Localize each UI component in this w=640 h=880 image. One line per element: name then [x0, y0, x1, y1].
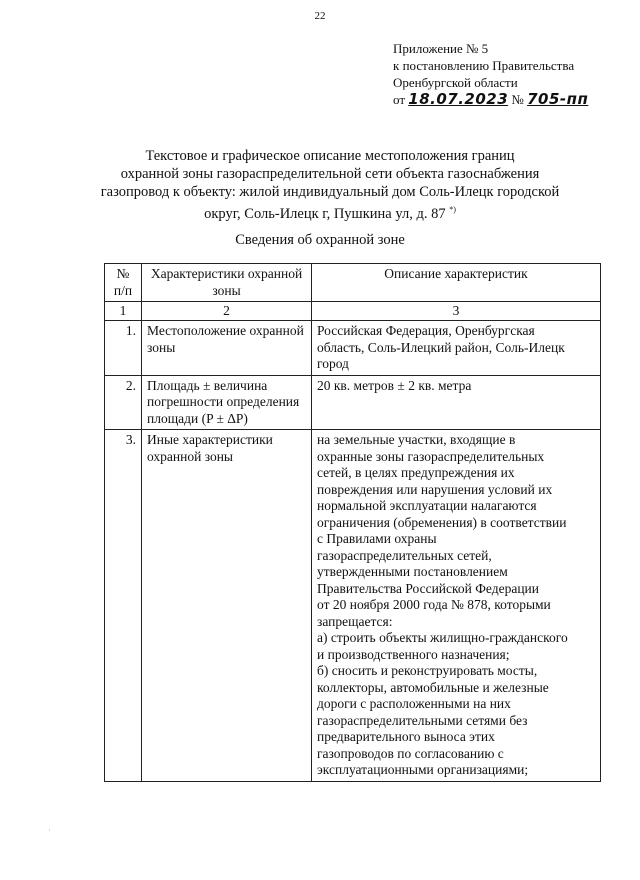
description-line: эксплуатационными организациями;	[317, 762, 529, 777]
description-line: запрещается:	[317, 613, 393, 629]
row-characteristic: Площадь ± величина погрешности определения площади (P ± ΔP)	[142, 375, 312, 430]
description-line: охранные зоны газораспределительных	[317, 448, 545, 464]
description-line: газораспределительными сетями без	[317, 712, 528, 728]
row-characteristic: Местоположение охранной зоны	[142, 321, 312, 376]
description-line: сетей, в целях предупреждения их	[317, 465, 515, 480]
appendix-block	[393, 40, 588, 108]
footnote-mark: *)	[449, 205, 456, 214]
description-line: Российская Федерация, Оренбургская	[317, 323, 535, 338]
header-description: Описание характеристик	[312, 264, 601, 302]
description-line: на земельные участки, входящие в	[317, 432, 516, 447]
appendix-line-2: к постановлению Правительства	[393, 58, 575, 73]
numbering-cell: 1	[105, 302, 142, 321]
appendix-doc-number: 705-пп	[527, 90, 589, 108]
description-line: предварительного выноса этих	[317, 729, 495, 744]
appendix-number-label: №	[511, 92, 524, 107]
appendix-date-line	[393, 91, 588, 108]
zone-table	[104, 263, 601, 782]
description-line: ограничения (обременения) в соответствии	[317, 514, 567, 530]
title-line-3: газопровод к объекту: жилой индивидуальный дом Соль-Илецк городской	[100, 184, 560, 200]
description-line: повреждения или нарушения условий их	[317, 481, 553, 497]
appendix-line-3: Оренбургской области	[393, 75, 518, 90]
description-line: область, Соль-Илецкий район, Соль-Илецк	[317, 339, 565, 355]
title-line-1: Текстовое и графическое описание местоположения границ	[145, 148, 515, 164]
numbering-cell: 2	[142, 302, 312, 321]
description-line: коллекторы, автомобильные и железные	[317, 679, 549, 695]
appendix-date: 18.07.2023	[408, 90, 509, 108]
description-line: и производственного назначения;	[317, 646, 510, 662]
description-line: Правительства Российской Федерации	[317, 580, 539, 596]
title-line-2: охранной зоны газораспределительной сети объекта газоснабжения	[120, 166, 540, 182]
header-number: № п/п	[105, 264, 142, 302]
table-row	[105, 321, 601, 376]
section-subtitle: Сведения об охранной зоне	[235, 232, 405, 248]
document-title	[80, 147, 580, 223]
description-line: а) строить объекты жилищно-гражданского	[317, 630, 568, 645]
description-line: город	[317, 356, 349, 371]
table-numbering-row	[105, 302, 601, 321]
row-description: 20 кв. метров ± 2 кв. метра	[312, 375, 601, 430]
row-number: 2.	[105, 375, 142, 430]
table-header-row	[105, 264, 601, 302]
title-line-4	[80, 201, 580, 223]
row-characteristic: Иные характеристики охранной зоны	[142, 430, 312, 782]
row-number: 3.	[105, 430, 142, 782]
title-line-4-text: округ, Соль-Илецк г, Пушкина ул, д. 87	[204, 205, 446, 222]
description-line: нормальной эксплуатации налагаются	[317, 498, 537, 513]
table-row	[105, 375, 601, 430]
table-row	[105, 430, 601, 782]
scan-mark: ·	[48, 825, 51, 835]
appendix-from-label: от	[393, 92, 406, 107]
description-line: газораспределительных сетей,	[317, 547, 492, 563]
description-line: утвержденными постановлением	[317, 564, 508, 579]
description-line: с Правилами охраны	[317, 531, 437, 546]
description-line: от 20 ноября 2000 года № 878, которыми	[317, 597, 551, 612]
row-description	[312, 430, 601, 782]
description-line: дороги с расположенными на них	[317, 696, 511, 711]
header-characteristic: Характеристики охранной зоны	[142, 264, 312, 302]
appendix-line-1: Приложение № 5	[393, 41, 489, 56]
row-description	[312, 321, 601, 376]
numbering-cell: 3	[312, 302, 601, 321]
description-line: б) сносить и реконструировать мосты,	[317, 663, 538, 678]
row-number: 1.	[105, 321, 142, 376]
description-line: газопроводов по согласованию с	[317, 745, 504, 761]
page-number: 22	[314, 10, 326, 22]
